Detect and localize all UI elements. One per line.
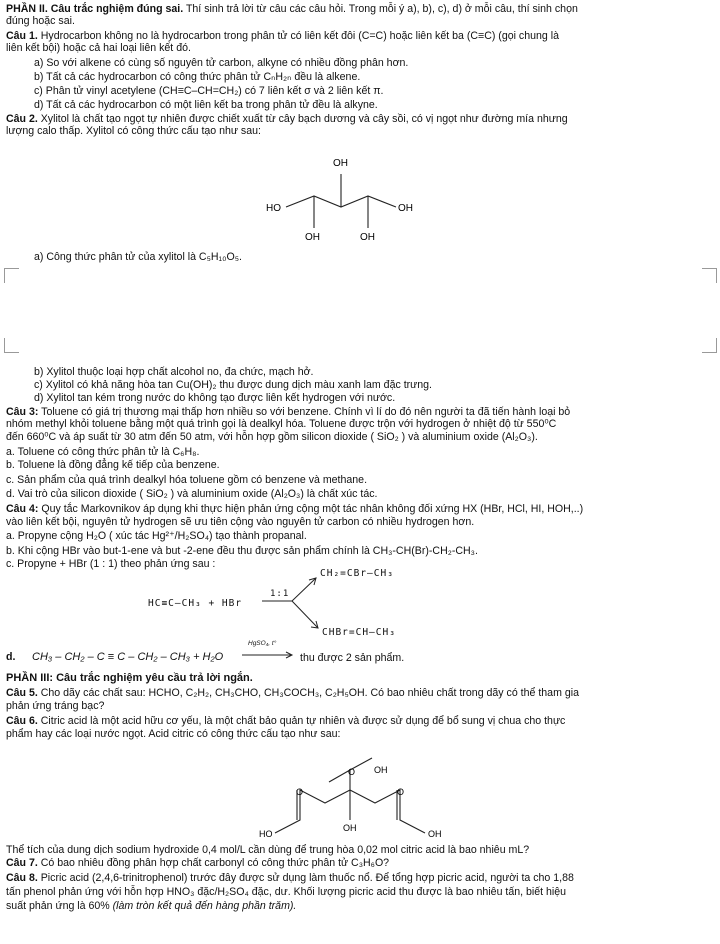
q4-text-line2: vào liên kết bội, nguyên tử hydrogen sẽ ưu tiên cộng vào nguyên tử carbon có nhiều hydrogen hơn. bbox=[6, 516, 475, 528]
q1-text-line2: liên kết bội) hoặc cả hai loại liên kết đó. bbox=[6, 42, 191, 54]
citric-o-left: O bbox=[296, 787, 304, 797]
q2-option-c: c) Xylitol có khả năng hòa tan Cu(OH)₂ thu được dung dịch màu xanh lam đặc trưng. bbox=[34, 379, 432, 391]
q4-label: Câu 4: bbox=[6, 503, 39, 515]
q4-text: Quy tắc Markovnikov áp dụng khi thực hiện phản ứng cộng một tác nhân không đối xứng HX (HBr, HCl, HI, HOH,..) bbox=[38, 503, 584, 515]
q2-text: Xylitol là chất tạo ngọt tự nhiên được chiết xuất từ cây bạch dương và cây sồi, có vị ngọt như đường mía nhưng bbox=[37, 113, 568, 125]
q4-option-b: b. Khi cộng HBr vào but-1-ene và but -2-ene đều thu được sản phẩm chính là CH₃-CH(Br)-CH₂-CH₃. bbox=[6, 545, 478, 557]
q5-label: Câu 5. bbox=[6, 687, 38, 699]
q2-option-d: d) Xylitol tan kém trong nước do không tạo được liên kết hydrogen với nước. bbox=[34, 392, 396, 404]
q6-label: Câu 6. bbox=[6, 715, 38, 727]
part2-header-text: Thí sinh trả lời từ câu các câu hỏi. Trong mỗi ý a), b), c), d) ở mỗi câu, thí sinh chọn bbox=[183, 3, 578, 15]
q4-option-a: a. Propyne cộng H₂O ( xúc tác Hg²⁺/H₂SO₄) tạo thành propanal. bbox=[6, 530, 307, 542]
q2-option-b: b) Xylitol thuộc loại hợp chất alcohol no, đa chức, mạch hở. bbox=[34, 366, 314, 378]
reaction-reactants: HC≡C–CH₃ + HBr bbox=[148, 598, 243, 609]
q5-text-line2: phản ứng tráng bạc? bbox=[6, 700, 105, 712]
q3-text-line2: nhóm methyl khỏi toluene bằng một quá trình gọi là dealkyl hóa. Toluene được trộn với hydrogen ở nhiệt độ từ 550⁰C bbox=[6, 418, 557, 430]
q3-option-c: c. Sản phẩm của quá trình dealkyl hóa toluene gồm có benzene và methane. bbox=[6, 474, 368, 486]
q3-option-d: d. Vai trò của silicon dioxide ( SiO₂ ) và aluminium oxide (Al₂O₃) là chất xúc tác. bbox=[6, 488, 378, 500]
xylitol-oh-right: OH bbox=[398, 203, 413, 214]
q1-option-d: d) Tất cả các hydrocarbon có một liên kết ba trong phân tử đều là alkyne. bbox=[34, 99, 378, 111]
q1-option-c: c) Phân tử vinyl acetylene (CH≡C–CH=CH₂) có 7 liên kết σ và 2 liên kết π. bbox=[34, 85, 384, 97]
xylitol-ho-left: HO bbox=[266, 203, 281, 214]
q8-text-plain: suất phản ứng là 60% bbox=[6, 900, 113, 912]
q6-question: Thể tích của dung dịch sodium hydroxide 0,4 mol/L cần dùng để trung hòa 0,02 mol citric acid là bao nhiêu mL? bbox=[6, 844, 530, 856]
q1-label: Câu 1. bbox=[6, 30, 38, 42]
xylitol-oh-bottom-left: OH bbox=[305, 232, 320, 243]
q4-option-d-label: d. bbox=[6, 651, 16, 663]
q3-text-line3: đến 660⁰C và áp suất từ 30 atm đến 50 atm, với hỗn hợp gồm silicon dioxide ( SiO₂ ) và aluminium oxide (Al₂O₃). bbox=[6, 431, 538, 443]
reaction-ratio: 1:1 bbox=[270, 589, 290, 599]
q1-text: Hydrocarbon không no là hydrocarbon trong phân tử có liên kết đôi (C=C) hoặc liên kết ba (C≡C) (gọi chung là bbox=[37, 30, 559, 42]
q6-text-line2: phẩm hay các loại nước ngọt. Acid citric có công thức cấu tạo như sau: bbox=[6, 728, 341, 740]
part2-header-bold: PHẦN II. Câu trắc nghiệm đúng sai. bbox=[6, 3, 184, 15]
q8-text: Picric acid (2,4,6-trinitrophenol) trước đây được sử dụng làm thuốc nổ. Để tổng hợp picric acid, người ta cho 1,88 bbox=[37, 872, 574, 884]
reaction-product-anti: CHBr=CH–CH₃ bbox=[322, 627, 396, 638]
q4-option-d-equation: CH₃ – CH₂ – C ≡ C – CH₂ – CH₃ + H₂O bbox=[32, 651, 224, 663]
reaction-product-markovnikov: CH₂=CBr–CH₃ bbox=[320, 568, 394, 579]
citric-ho-left: HO bbox=[259, 829, 273, 839]
q7-text: Có bao nhiêu đồng phân hợp chất carbonyl có công thức phân tử C₃H₆O? bbox=[37, 857, 390, 869]
q7-label: Câu 7. bbox=[6, 857, 38, 869]
q2-label: Câu 2. bbox=[6, 113, 38, 125]
q8-stem bbox=[6, 872, 574, 884]
part3-header: PHẦN III: Câu trắc nghiệm yêu cầu trả lời ngắn. bbox=[6, 672, 253, 684]
q1-option-a: a) So với alkene có cùng số nguyên tử carbon, alkyne có nhiều đồng phân hơn. bbox=[34, 57, 409, 69]
q3-label: Câu 3: bbox=[6, 406, 39, 418]
xylitol-oh-top: OH bbox=[333, 158, 348, 169]
citric-o-top-left: O bbox=[348, 767, 356, 777]
q8-text-line3 bbox=[6, 900, 296, 912]
q3-option-a: a. Toluene có công thức phân tử là C₆H₈. bbox=[6, 446, 200, 458]
citric-oh-bottom: OH bbox=[343, 823, 357, 833]
q5-text: Cho dãy các chất sau: HCHO, C₂H₂, CH₃CHO, CH₃COCH₃, C₂H₅OH. Có bao nhiêu chất trong dãy có thể tham gia bbox=[37, 687, 579, 699]
q3-option-b: b. Toluene là đồng đẳng kế tiếp của benzene. bbox=[6, 459, 220, 471]
q8-text-line2: tấn phenol phản ứng với hỗn hợp HNO₃ đặc/H₂SO₄ đặc, dư. Khối lượng picric acid thu được là bao nhiêu tấn, biết hiệu bbox=[6, 886, 567, 898]
q1-option-b: b) Tất cả các hydrocarbon có công thức phân tử CₙH₂ₙ đều là alkene. bbox=[34, 71, 361, 83]
q4-option-c: c. Propyne + HBr (1 : 1) theo phản ứng sau : bbox=[6, 558, 216, 570]
citric-oh-right: OH bbox=[428, 829, 442, 839]
q2-text-line2: lượng calo thấp. Xylitol có công thức cấu tạo như sau: bbox=[6, 125, 261, 137]
q2-option-a: a) Công thức phân tử của xylitol là C₅H₁₀O₅. bbox=[34, 251, 242, 263]
xylitol-oh-bottom-right: OH bbox=[360, 232, 375, 243]
q6-text: Citric acid là một acid hữu cơ yếu, là một chất bảo quản tự nhiên và được sử dụng để bổ sung vị chua cho thực bbox=[37, 715, 566, 727]
q4-option-d-catalyst: HgSO₄, t° bbox=[248, 640, 277, 647]
q7-stem bbox=[6, 857, 389, 869]
citric-oh-top-right: OH bbox=[374, 765, 388, 775]
q4-option-d-result: thu được 2 sản phẩm. bbox=[300, 652, 405, 664]
q3-text: Toluene có giá trị thương mại thấp hơn nhiều so với benzene. Chính vì lí do đó nên người ta đã tiến hành loại bỏ bbox=[38, 406, 571, 418]
part2-header-line2: đúng hoặc sai. bbox=[6, 15, 75, 27]
q8-text-italic: (làm tròn kết quả đến hàng phần trăm). bbox=[112, 900, 297, 912]
citric-o-right: O bbox=[397, 787, 405, 797]
q8-label: Câu 8. bbox=[6, 872, 38, 884]
